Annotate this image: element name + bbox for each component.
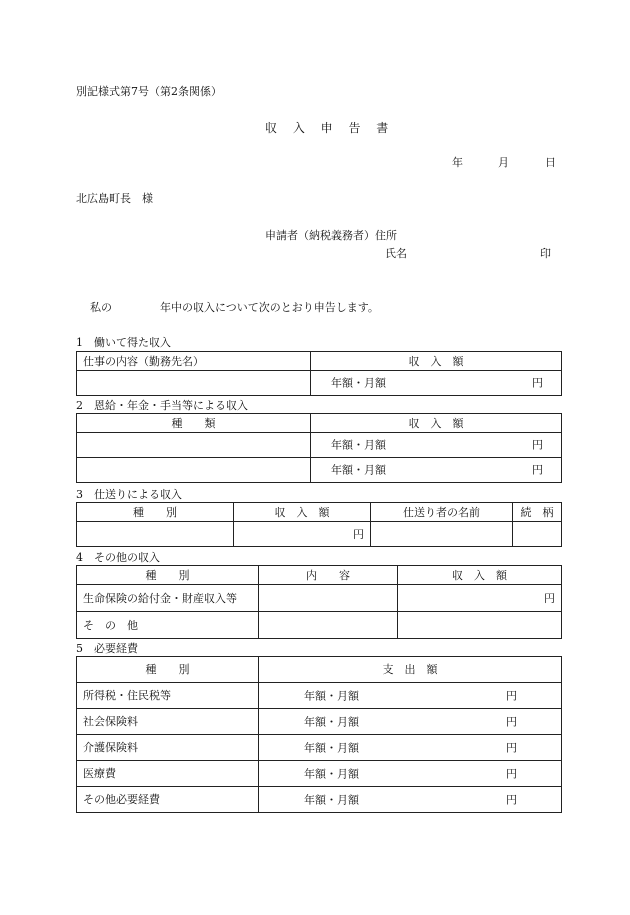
yen-unit: 円 [532, 463, 543, 477]
amount-cell[interactable] [311, 458, 562, 483]
header-amount: 収 入 額 [311, 414, 562, 433]
yen-unit: 円 [506, 689, 517, 702]
header-expense: 支 出 額 [259, 657, 562, 683]
header-category: 種 別 [77, 657, 259, 683]
header-amount: 収 入 額 [398, 566, 562, 585]
expense-type: 介護保険料 [77, 735, 259, 761]
header-category: 種 別 [77, 503, 234, 522]
expense-type: 社会保険料 [77, 709, 259, 735]
expense-type: 所得税・住民税等 [77, 683, 259, 709]
category-label: そ の 他 [77, 612, 259, 639]
declaration-text: 年中の収入について次のとおり申告します。 [160, 301, 379, 314]
kind-cell[interactable] [77, 458, 311, 483]
amount-cell[interactable] [311, 371, 562, 396]
kind-cell[interactable] [77, 433, 311, 458]
amount-label: 年額・月額 [304, 793, 359, 806]
amount-label: 年額・月額 [304, 715, 359, 728]
header-kind: 種 類 [77, 414, 311, 433]
yen-unit: 円 [506, 715, 517, 728]
amount-cell[interactable] [259, 761, 562, 787]
job-cell[interactable] [77, 371, 311, 396]
header-category: 種 別 [77, 566, 259, 585]
amount-cell[interactable] [259, 709, 562, 735]
amount-cell[interactable] [259, 787, 562, 813]
content-cell[interactable] [259, 585, 398, 612]
amount-cell[interactable] [234, 522, 371, 547]
section1-heading: 1 働いて得た収入 [76, 336, 171, 349]
header-job: 仕事の内容（勤務先名） [77, 352, 311, 371]
income-pension-table [76, 413, 562, 483]
amount-label: 年額・月額 [331, 463, 386, 477]
relationship-cell[interactable] [513, 522, 562, 547]
expense-type: その他必要経費 [77, 787, 259, 813]
section5-heading: 5 必要経費 [76, 642, 138, 655]
addressee: 北広島町長 様 [76, 192, 153, 205]
section4-heading: 4 その他の収入 [76, 551, 160, 564]
amount-cell[interactable] [398, 612, 562, 639]
yen-unit: 円 [544, 591, 555, 605]
section3-heading: 3 仕送りによる収入 [76, 488, 182, 501]
yen-unit: 円 [532, 376, 543, 390]
amount-label: 年額・月額 [304, 741, 359, 754]
header-amount: 収 入 額 [311, 352, 562, 371]
category-cell[interactable] [77, 522, 234, 547]
expenses-table [76, 656, 562, 813]
document-title: 収 入 申 告 書 [265, 121, 395, 135]
yen-unit: 円 [506, 793, 517, 806]
income-work-table [76, 351, 562, 396]
amount-label: 年額・月額 [304, 767, 359, 780]
declaration-prefix: 私の [90, 301, 112, 314]
form-number: 別記様式第7号（第2条関係） [76, 85, 222, 98]
yen-unit: 円 [506, 741, 517, 754]
date-year: 年 [452, 156, 463, 169]
yen-unit: 円 [506, 767, 517, 780]
header-relationship: 続 柄 [513, 503, 562, 522]
amount-cell[interactable] [398, 585, 562, 612]
header-sender-name: 仕送り者の名前 [371, 503, 513, 522]
date-month: 月 [498, 156, 509, 169]
amount-cell[interactable] [259, 683, 562, 709]
amount-cell[interactable] [311, 433, 562, 458]
amount-label: 年額・月額 [331, 376, 386, 390]
yen-unit: 円 [353, 527, 364, 541]
applicant-address-label: 申請者（納税義務者）住所 [265, 229, 397, 242]
date-day: 日 [545, 156, 556, 169]
income-remittance-table [76, 502, 562, 547]
header-content: 内 容 [259, 566, 398, 585]
section2-heading: 2 恩給・年金・手当等による収入 [76, 399, 248, 412]
sender-name-cell[interactable] [371, 522, 513, 547]
seal-mark: 印 [540, 247, 551, 260]
income-other-table [76, 565, 562, 639]
category-label: 生命保険の給付金・財産収入等 [77, 585, 259, 612]
header-amount: 収 入 額 [234, 503, 371, 522]
expense-type: 医療費 [77, 761, 259, 787]
amount-label: 年額・月額 [331, 438, 386, 452]
applicant-name-label: 氏名 [385, 247, 407, 260]
amount-label: 年額・月額 [304, 689, 359, 702]
amount-cell[interactable] [259, 735, 562, 761]
yen-unit: 円 [532, 438, 543, 452]
content-cell[interactable] [259, 612, 398, 639]
